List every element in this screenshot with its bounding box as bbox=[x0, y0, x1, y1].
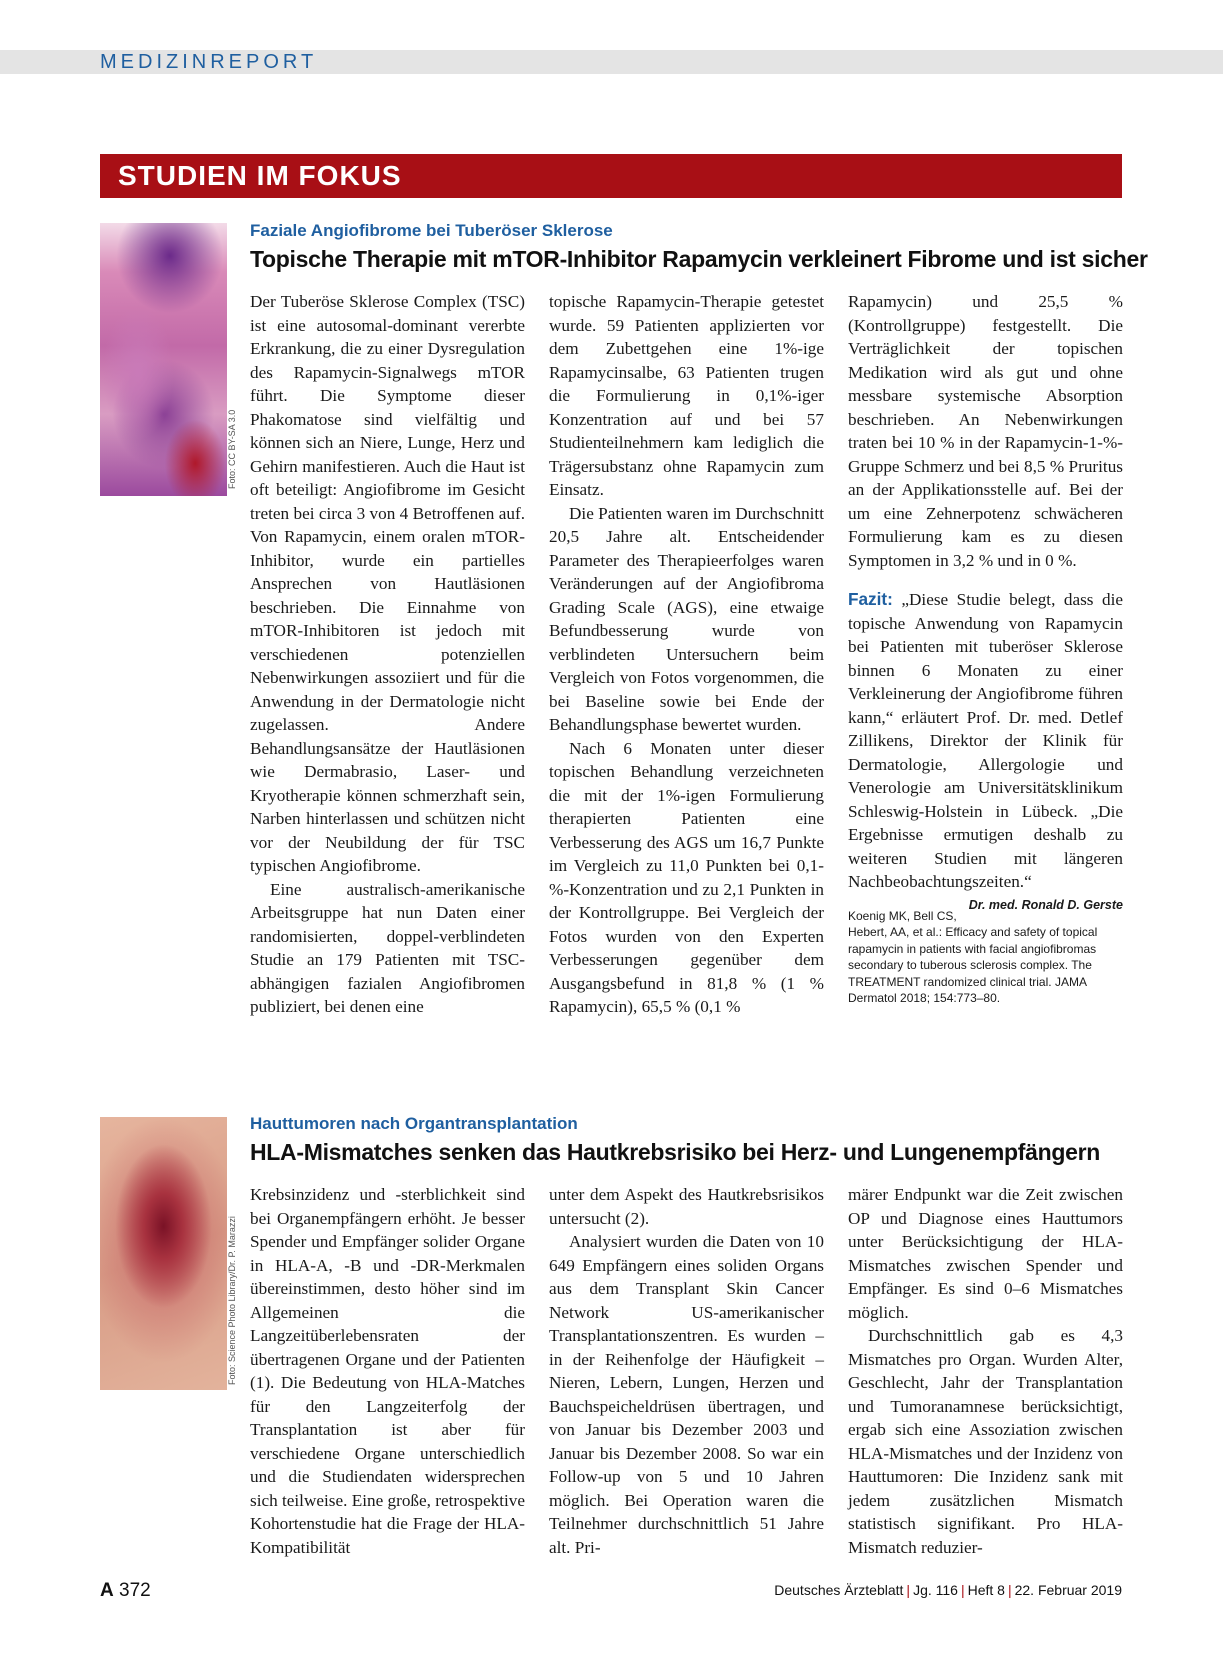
page-number-value: 372 bbox=[119, 1580, 151, 1601]
article2-column-2 bbox=[549, 1183, 824, 1559]
article2-kicker: Hauttumoren nach Organtransplantation bbox=[250, 1114, 578, 1133]
paragraph: märer Endpunkt war die Zeit zwischen OP und Diagnose eines Hauttumors unter Berücksichtigung der HLA-Mismatches zwischen Spender und Empfänger. Es sind 0–6 Mismatches möglich. bbox=[848, 1185, 1123, 1322]
paragraph: topische Rapamycin-Therapie getestet wurde. 59 Patienten applizierten vor dem Zubettgehen eine 1%-ige Rapamycinsalbe, 63 Patienten trugen die Formulierung in 0,1%-iger Konzentration auf und bei 57 Studienteilnehmern kam lediglich die Trägersubstanz ohne Rapamycin zum Einsatz. bbox=[549, 292, 824, 499]
article2-column-3 bbox=[848, 1183, 1123, 1559]
journal-footer: Deutsches Ärzteblatt | Jg. 116 | Heft 8 | 22. Februar 2019 bbox=[774, 1582, 1122, 1598]
journal-issue: Heft 8 bbox=[967, 1582, 1005, 1598]
journal-name: Deutsches Ärzteblatt bbox=[774, 1582, 904, 1598]
author-byline: Dr. med. Ronald D. Gerste bbox=[968, 897, 1123, 912]
skin-lesion-photo bbox=[100, 1117, 227, 1390]
reference: Koenig MK, Bell CS, Hebert, AA, et al.: Efficacy and safety of topical rapamycin in patients with facial angiofibromas secondary to tuberous sclerosis complex. The TREATMENT randomized clinical trial. JAMA Dermatol 2018; 154:773–80. bbox=[848, 908, 1098, 1005]
paragraph: Die Patienten waren im Durchschnitt 20,5 Jahre alt. Entscheidender Parameter des Therapieerfolges waren Veränderungen auf der Angiofibroma Grading Scale (AGS), eine etwaige Befundbesserung wurde von verblindeten Untersuchern beim Vergleich von Fotos vorgenommen, die bei Baseline sowie bei Ende der Behandlungsphase bewertet wurden. bbox=[549, 503, 824, 734]
paragraph: Nach 6 Monaten unter dieser topischen Behandlung verzeichneten die mit der 1%-igen Formulierung therapierten Patienten eine Verbesserung des AGS um 16,7 Punkte im Vergleich zu 11,0 Punkten bei 0,1-%-Konzentration und zu 2,1 Punkten in der Kontrollgruppe. Bei Vergleich der Fotos wurden von den Experten Verbesserungen gegenüber dem Ausgangsbefund in 81,8 % (1 % Rapamycin), 65,5 % (0,1 % bbox=[549, 738, 824, 1016]
histology-photo bbox=[100, 223, 227, 496]
fazit-paragraph bbox=[848, 588, 1123, 912]
paragraph: Krebsinzidenz und -sterblichkeit sind bei Organempfängern erhöht. Je besser Spender und Empfänger solider Organe in HLA-A, -B und -DR-Merkmalen übereinstimmen, desto höher sind im Allgemeinen die Langzeitüberlebensraten der übertragenen Organe und der Patienten (1). Die Bedeutung von HLA-Matches für den Langzeiterfolg der Transplantation ist aber für verschiedene Organe unterschiedlich und die Studiendaten widersprechen sich teilweise. Eine große, retrospektive Kohortenstudie hat die Frage der HLA-Kompatibilität bbox=[250, 1185, 525, 1557]
fazit-text: „Diese Studie belegt, dass die topische Anwendung von Rapamycin bei Patienten mit tuberöser Sklerose binnen 6 Monaten zu einer Verkleinerung der Angiofibrome führen kann,“ erläutert Prof. Dr. med. Detlef Zillikens, Direktor der Klinik für Dermatologie, Allergologie und Venerologie am Universitätsklinikum Schleswig-Holstein in Lübeck. „Die Ergebnisse ermutigen deshalb zu weiteren Studien mit längeren Nachbeobachtungszeiten.“ bbox=[848, 590, 1123, 891]
article1-headline: Topische Therapie mit mTOR-Inhibitor Rapamycin verkleinert Fibrome und ist sicher bbox=[250, 246, 1148, 272]
paragraph: Analysiert wurden die Daten von 10 649 Empfängern eines soliden Organs aus dem Transplant Skin Cancer Network US-amerikanischer Transplantationszentren. Es wurden – in der Reihenfolge der Häufigkeit – Nieren, Lebern, Lungen, Herzen und Bauchspeicheldrüsen übertragen, und von Januar bis Dezember 2003 und Januar bis Dezember 2008. So war ein Follow-up von 5 und 10 Jahren möglich. Bei Operation waren die Teilnehmer durchschnittlich 51 Jahre alt. Pri- bbox=[549, 1232, 824, 1557]
section-label: MEDIZINREPORT bbox=[100, 51, 318, 73]
article1-kicker: Faziale Angiofibrome bei Tuberöser Sklerose bbox=[250, 221, 613, 240]
paragraph: Der Tuberöse Sklerose Complex (TSC) ist eine autosomal-dominant vererbte Erkrankung, die zu einer Dysregulation des Rapamycin-Signalwegs mTOR führt. Die Symptome dieser Phakomatose sind vielfältig und können sich an Niere, Lunge, Herz und Gehirn manifestieren. Auch die Haut ist oft beteiligt: Angiofibrome im Gesicht treten bei circa 3 von 4 Betroffenen auf. Von Rapamycin, einem oralen mTOR-Inhibitor, wurde ein partielles Ansprechen von Hautläsionen beschrieben. Die Einnahme von mTOR-Inhibitoren ist jedoch mit verschiedenen potenziellen Nebenwirkungen assoziiert und für die Anwendung in der Dermatologie nicht zugelassen. Andere Behandlungsansätze der Hautläsionen wie Dermabrasio, Laser- und Kryotherapie können schmerzhaft sein, Narben hinterlassen und schützen nicht vor der Neubildung der für TSC typischen Angiofibrome. bbox=[250, 292, 525, 875]
photo-credit: Foto: Science Photo Library/Dr. P. Marazzi bbox=[227, 1216, 237, 1385]
photo-credit: Foto: CC BY-SA 3.0 bbox=[227, 409, 237, 489]
page-prefix: A bbox=[100, 1580, 114, 1601]
paragraph: Eine australisch-amerikanische Arbeitsgruppe hat nun Daten einer randomisierten, doppel-verblindeten Studie an 179 Patienten mit TSC-abhängigen fazialen Angiofibromen publiziert, bei denen eine bbox=[250, 879, 525, 1016]
article1-column-2 bbox=[549, 290, 824, 1019]
paragraph: Durchschnittlich gab es 4,3 Mismatches pro Organ. Wurden Alter, Geschlecht, Jahr der Transplantation und Tumoranamnese berücksichtigt, ergab sich eine Assoziation zwischen HLA-Mismatches und der Inzidenz von Hauttumoren: Die Inzidenz sank mit jedem zusätzlichen Mismatch statistisch signifikant. Pro HLA-Mismatch reduzier- bbox=[848, 1326, 1123, 1557]
paragraph: unter dem Aspekt des Hautkrebsrisikos untersucht (2). bbox=[549, 1185, 824, 1228]
paragraph: Rapamycin) und 25,5 % (Kontrollgruppe) festgestellt. Die Verträglichkeit der topischen Medikation wird als gut und ohne messbare systemische Absorption beschrieben. An Nebenwirkungen traten bei 10 % in der Rapamycin-1-%-Gruppe Schmerz und bei 8,5 % Pruritus an der Applikationsstelle auf. Bei der um eine Zehnerpotenz schwächeren Formulierung kam es zu diesen Symptomen in 3,2 % und in 0 %. bbox=[848, 292, 1123, 570]
article1-column-1 bbox=[250, 290, 525, 1019]
article2-column-1 bbox=[250, 1183, 525, 1559]
page-number bbox=[100, 1580, 151, 1602]
fazit-label: Fazit: bbox=[848, 589, 893, 609]
article1-column-3 bbox=[848, 290, 1123, 1007]
journal-volume: Jg. 116 bbox=[913, 1582, 958, 1598]
section-banner: STUDIEN IM FOKUS bbox=[100, 154, 1122, 198]
journal-date: 22. Februar 2019 bbox=[1014, 1582, 1122, 1598]
article2-headline: HLA-Mismatches senken das Hautkrebsrisiko bei Herz- und Lungenempfängern bbox=[250, 1139, 1101, 1165]
